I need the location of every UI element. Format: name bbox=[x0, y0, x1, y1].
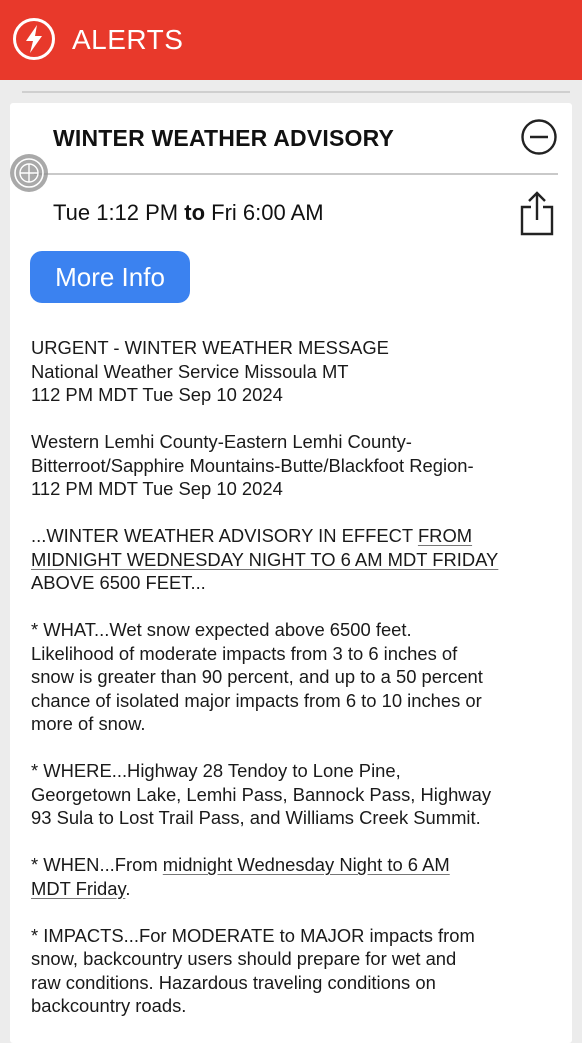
time-link[interactable]: MIDNIGHT WEDNESDAY NIGHT TO 6 AM MDT FRIDAY bbox=[31, 548, 499, 570]
time-end: Fri 6:00 AM bbox=[211, 200, 324, 225]
time-link[interactable]: MDT Friday bbox=[31, 877, 126, 899]
message-what-paragraph: * WHAT...Wet snow expected above 6500 feet. Likelihood of moderate impacts from 3 to 6 inches of snow is greater than 90 percent, and up to a 50 percent chance of isolated major impacts from 6 to 10 inches or more of snow. bbox=[31, 619, 483, 734]
drag-handle-icon[interactable] bbox=[8, 152, 50, 194]
alert-time-range bbox=[53, 200, 324, 226]
message-impacts-paragraph: * IMPACTS...For MODERATE to MAJOR impacts from snow, backcountry users should prepare for wet and raw conditions. Hazardous traveling conditions on backcountry roads. bbox=[31, 924, 475, 1016]
more-info-button[interactable]: More Info bbox=[30, 251, 190, 303]
time-link[interactable]: FROM bbox=[417, 525, 473, 546]
title-divider bbox=[34, 173, 558, 175]
share-icon[interactable] bbox=[519, 190, 555, 236]
alert-card bbox=[10, 103, 572, 1043]
lightning-bolt-icon bbox=[11, 16, 57, 62]
message-zones-paragraph: Western Lemhi County-Eastern Lemhi County- Bitterroot/Sapphire Mountains-Butte/Blackfoot Region- 112 PM MDT Tue Sep 10 2024 bbox=[31, 431, 474, 499]
message-where-paragraph: * WHERE...Highway 28 Tendoy to Lone Pine, Georgetown Lake, Lemhi Pass, Bannock Pass, Highway 93 Sula to Lost Trail Pass, and Williams Creek Summit. bbox=[31, 760, 492, 828]
time-link[interactable]: midnight Wednesday Night to 6 AM bbox=[162, 854, 450, 875]
alert-title: WINTER WEATHER ADVISORY bbox=[53, 125, 395, 151]
message-header-paragraph: URGENT - WINTER WEATHER MESSAGE National Weather Service Missoula MT 112 PM MDT Tue Sep 10 2024 bbox=[31, 337, 389, 405]
time-to: to bbox=[184, 200, 206, 225]
page-title: ALERTS bbox=[72, 24, 184, 55]
top-divider bbox=[22, 91, 570, 93]
alert-message bbox=[31, 336, 561, 1041]
time-start: Tue 1:12 PM bbox=[53, 200, 179, 225]
message-when-paragraph: * WHEN...From midnight Wednesday Night to 6 AM MDT Friday. bbox=[31, 854, 450, 899]
minus-circle-icon[interactable] bbox=[520, 118, 558, 156]
app-header bbox=[0, 0, 582, 80]
message-headline-paragraph: ...WINTER WEATHER ADVISORY IN EFFECT FROM MIDNIGHT WEDNESDAY NIGHT TO 6 AM MDT FRIDAY ABOVE 6500 FEET... bbox=[31, 525, 499, 593]
